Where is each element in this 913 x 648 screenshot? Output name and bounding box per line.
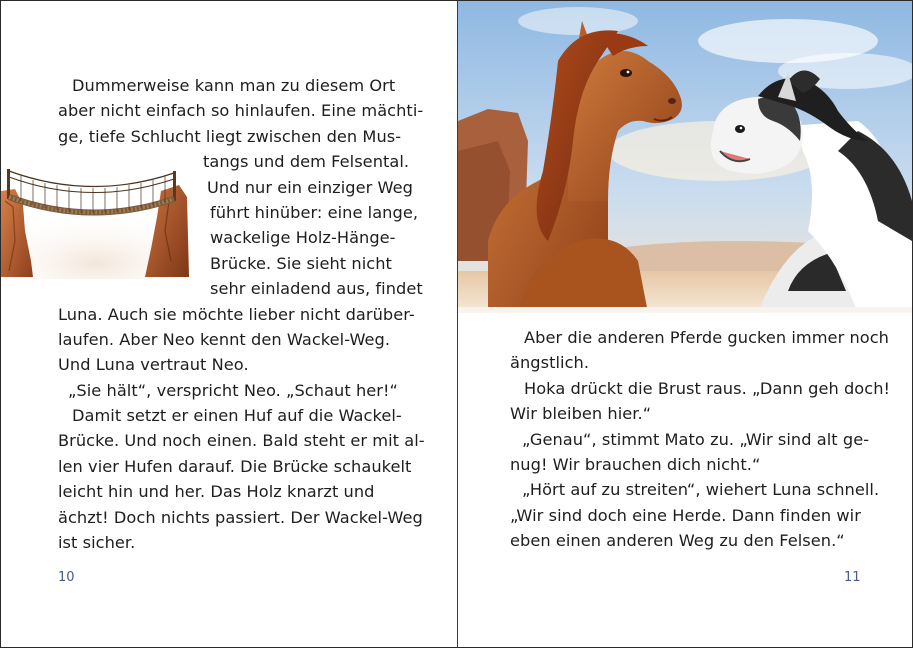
text-line: Hoka drückt die Brust raus. „Dann geh doch! — [524, 378, 891, 398]
right-page — [458, 1, 912, 647]
text-line: sehr einladend aus, findet — [210, 279, 423, 299]
left-page-text — [58, 73, 425, 555]
text-line: Aber die anderen Pferde gucken immer noch — [524, 328, 889, 347]
text-line: Damit setzt er einen Huf auf die Wackel- — [72, 406, 402, 426]
text-line: ächzt! Doch nichts passiert. Der Wackel-Weg — [58, 507, 423, 527]
text-line: Luna. Auch sie möchte lieber nicht darüber- — [58, 304, 415, 324]
text-line: wackelige Holz-Hänge- — [210, 228, 396, 248]
text-line: „Hört auf zu streiten“, wiehert Luna schnell. — [522, 480, 880, 500]
text-line: führt hinüber: eine lange, — [210, 202, 419, 222]
text-line: len vier Hufen darauf. Die Brücke schaukelt — [58, 456, 412, 476]
text-line: „Wir sind doch eine Herde. Dann finden wir — [510, 505, 861, 525]
text-line: laufen. Aber Neo kennt den Wackel-Weg. — [58, 329, 391, 349]
text-line: Brücke. Sie sieht nicht — [210, 253, 392, 273]
text-line: Und Luna vertraut Neo. — [58, 355, 249, 375]
right-page-text — [510, 325, 891, 554]
page-number: 10 — [58, 570, 75, 585]
text-line: ängstlich. — [510, 353, 590, 373]
text-line: Und nur ein einziger Weg — [207, 177, 413, 197]
text-line: tangs und dem Felsental. — [203, 152, 410, 172]
text-line: Brücke. Und noch einen. Bald steht er mit al- — [58, 431, 425, 451]
text-line: ist sicher. — [58, 533, 136, 553]
text-line: nug! Wir brauchen dich nicht.“ — [510, 454, 761, 474]
left-page — [1, 1, 457, 647]
text-line: „Genau“, stimmt Mato zu. „Wir sind alt ge- — [522, 429, 870, 449]
page-number: 11 — [844, 570, 861, 585]
text-line: aber nicht einfach so hinlaufen. Eine mächti- — [58, 101, 424, 121]
text-line: Dummerweise kann man zu diesem Ort — [72, 76, 396, 95]
text-line: leicht hin und her. Das Holz knarzt und — [58, 482, 375, 502]
text-line: Wir bleiben hier.“ — [510, 404, 652, 424]
text-line: eben einen anderen Weg zu den Felsen.“ — [510, 531, 845, 551]
text-line: „Sie hält“, verspricht Neo. „Schaut her!“ — [68, 380, 398, 400]
text-line: ge, tiefe Schlucht liegt zwischen den Mus- — [58, 126, 402, 146]
horses-illustration — [458, 1, 912, 313]
